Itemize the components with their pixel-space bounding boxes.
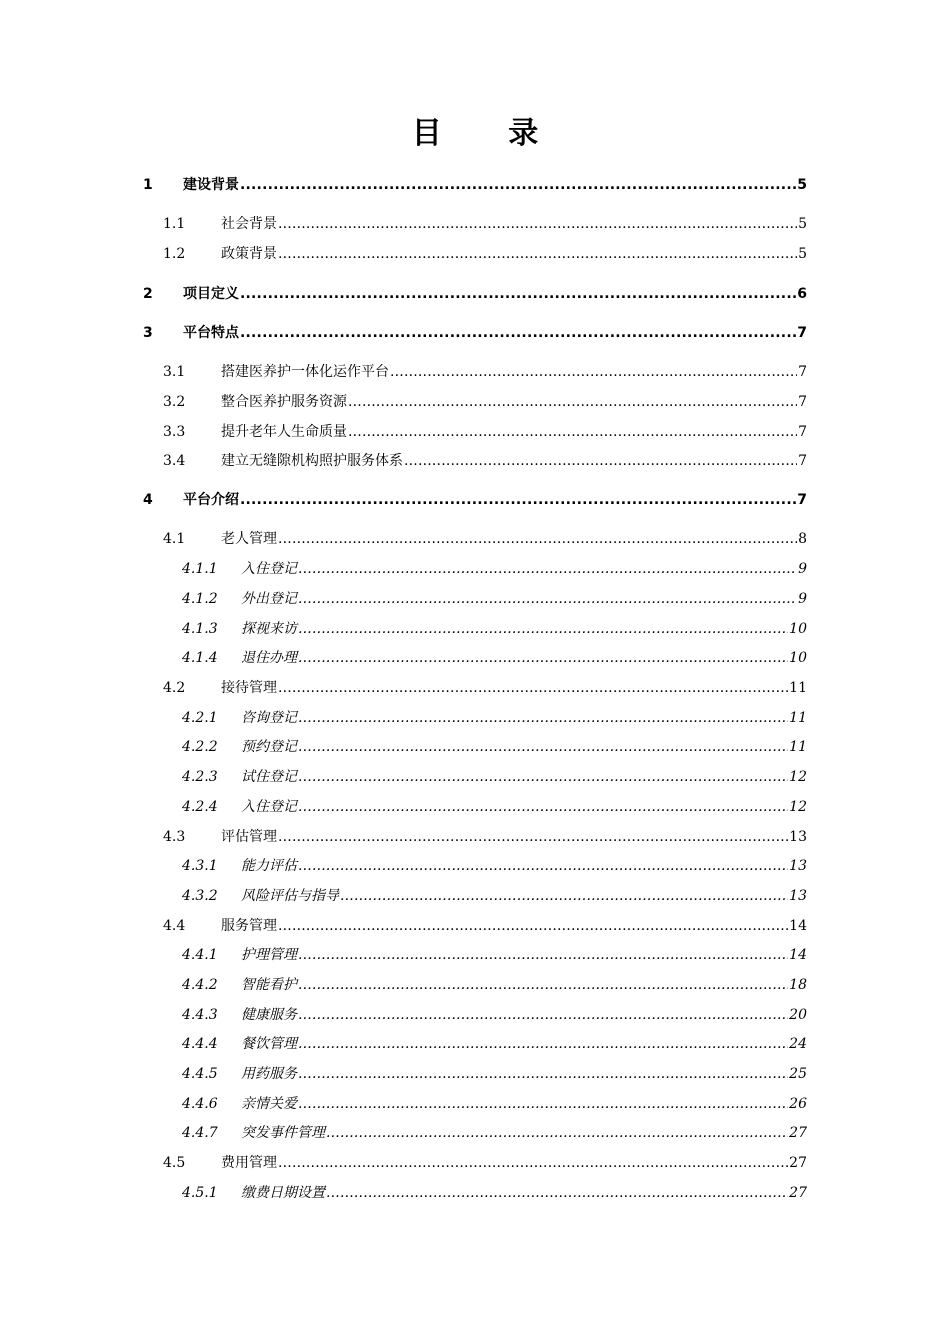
toc-entry-page-number: 13 — [789, 888, 807, 904]
toc-entry-level-3[interactable] — [182, 618, 807, 638]
toc-entry-title: 社会背景 — [221, 216, 277, 232]
toc-entry-page-number: 24 — [789, 1036, 807, 1052]
toc-entry-number: 4.2 — [163, 680, 186, 696]
toc-entry-title: 预约登记 — [241, 739, 297, 755]
toc-entry-number: 4.4.6 — [182, 1096, 218, 1112]
toc-dot-leader — [278, 918, 788, 934]
toc-entry-page-number: 7 — [798, 424, 807, 440]
toc-entry-page-number: 20 — [789, 1007, 807, 1023]
toc-entry-number: 3.2 — [163, 394, 186, 410]
toc-entry-number: 4.1.4 — [182, 650, 218, 666]
toc-entry-number: 4.1.1 — [182, 561, 218, 577]
toc-entry-number: 3.1 — [163, 364, 186, 380]
toc-entry-page-number: 5 — [797, 177, 807, 193]
toc-dot-leader — [298, 739, 788, 755]
toc-entry-title: 入住登记 — [241, 799, 297, 815]
toc-entry-level-3[interactable] — [182, 885, 807, 905]
toc-entry-level-3[interactable] — [182, 558, 807, 578]
toc-entry-title: 建立无缝隙机构照护服务体系 — [221, 453, 403, 469]
toc-entry-page-number: 27 — [789, 1185, 807, 1201]
toc-entry-number: 4.1.2 — [182, 591, 218, 607]
toc-entry-level-2[interactable] — [163, 243, 807, 263]
toc-dot-leader — [298, 858, 788, 874]
toc-entry-number: 4.2.3 — [182, 769, 218, 785]
toc-entry-page-number: 5 — [798, 216, 807, 232]
toc-entry-title: 建设背景 — [183, 177, 239, 193]
toc-entry-number: 4.4.3 — [182, 1007, 218, 1023]
toc-entry-level-1[interactable] — [143, 283, 807, 303]
toc-entry-level-3[interactable] — [182, 736, 807, 756]
toc-entry-page-number: 10 — [789, 650, 807, 666]
toc-entry-level-3[interactable] — [182, 855, 807, 875]
toc-entry-number: 2 — [143, 286, 153, 302]
toc-entry-page-number: 11 — [789, 680, 807, 696]
toc-entry-title: 缴费日期设置 — [241, 1185, 325, 1201]
toc-entry-level-2[interactable] — [163, 528, 807, 548]
toc-dot-leader — [278, 1155, 788, 1171]
toc-entry-page-number: 11 — [789, 739, 807, 755]
toc-dot-leader — [278, 246, 797, 262]
toc-entry-title: 外出登记 — [241, 591, 297, 607]
toc-entry-number: 3.3 — [163, 424, 186, 440]
toc-dot-leader — [298, 561, 797, 577]
toc-entry-level-3[interactable] — [182, 707, 807, 727]
toc-entry-title: 突发事件管理 — [241, 1125, 325, 1141]
toc-entry-level-3[interactable] — [182, 1122, 807, 1142]
toc-entry-number: 3 — [143, 325, 153, 341]
toc-dot-leader — [404, 453, 797, 469]
toc-entry-number: 4.5 — [163, 1155, 186, 1171]
toc-entry-page-number: 12 — [789, 799, 807, 815]
toc-entry-level-2[interactable] — [163, 1152, 807, 1172]
toc-entry-number: 4.4.4 — [182, 1036, 218, 1052]
toc-dot-leader — [240, 286, 796, 302]
toc-entry-level-3[interactable] — [182, 974, 807, 994]
toc-entry-page-number: 8 — [798, 531, 807, 547]
toc-entry-page-number: 27 — [789, 1155, 807, 1171]
toc-dot-leader — [298, 591, 797, 607]
toc-entry-title: 政策背景 — [221, 246, 277, 262]
toc-entry-level-3[interactable] — [182, 944, 807, 964]
toc-entry-title: 探视来访 — [241, 621, 297, 637]
toc-entry-level-3[interactable] — [182, 1033, 807, 1053]
toc-entry-level-2[interactable] — [163, 450, 807, 470]
toc-entry-page-number: 7 — [798, 453, 807, 469]
toc-entry-title: 评估管理 — [221, 829, 277, 845]
toc-entry-title: 退住办理 — [241, 650, 297, 666]
toc-entry-number: 4.2.1 — [182, 710, 218, 726]
toc-dot-leader — [240, 325, 796, 341]
toc-dot-leader — [298, 977, 788, 993]
toc-entry-title: 入住登记 — [241, 561, 297, 577]
toc-entry-page-number: 6 — [797, 286, 807, 302]
toc-entry-title: 护理管理 — [241, 947, 297, 963]
toc-entry-title: 费用管理 — [221, 1155, 277, 1171]
toc-entry-page-number: 9 — [798, 561, 807, 577]
toc-entry-page-number: 18 — [789, 977, 807, 993]
toc-entry-level-2[interactable] — [163, 361, 807, 381]
toc-entry-level-3[interactable] — [182, 766, 807, 786]
toc-entry-level-3[interactable] — [182, 1004, 807, 1024]
toc-entry-title: 整合医养护服务资源 — [221, 394, 347, 410]
toc-dot-leader — [240, 492, 796, 508]
toc-entry-title: 搭建医养护一体化运作平台 — [221, 364, 389, 380]
toc-dot-leader — [278, 680, 788, 696]
toc-entry-page-number: 10 — [789, 621, 807, 637]
toc-entry-number: 4.3.2 — [182, 888, 218, 904]
toc-entry-page-number: 7 — [797, 492, 807, 508]
toc-dot-leader — [298, 799, 788, 815]
toc-entry-title: 用药服务 — [241, 1066, 297, 1082]
toc-entry-page-number: 9 — [798, 591, 807, 607]
toc-entry-number: 1 — [143, 177, 153, 193]
toc-entry-page-number: 7 — [797, 325, 807, 341]
toc-entry-level-2[interactable] — [163, 915, 807, 935]
toc-entry-number: 4.4.1 — [182, 947, 218, 963]
toc-entry-title: 服务管理 — [221, 918, 277, 934]
toc-entry-number: 4.4 — [163, 918, 186, 934]
toc-entry-page-number: 25 — [789, 1066, 807, 1082]
toc-entry-level-3[interactable] — [182, 1093, 807, 1113]
toc-title: 目 录 — [411, 116, 567, 151]
toc-entry-page-number: 7 — [798, 394, 807, 410]
toc-entry-level-2[interactable] — [163, 391, 807, 411]
toc-dot-leader — [298, 1066, 788, 1082]
toc-entry-number: 4.1 — [163, 531, 186, 547]
toc-entry-page-number: 27 — [789, 1125, 807, 1141]
toc-entry-page-number: 26 — [789, 1096, 807, 1112]
toc-entry-level-2[interactable] — [163, 421, 807, 441]
toc-entry-title: 项目定义 — [183, 286, 239, 302]
toc-entry-level-3[interactable] — [182, 796, 807, 816]
toc-entry-level-3[interactable] — [182, 588, 807, 608]
toc-entry-page-number: 12 — [789, 769, 807, 785]
toc-entry-page-number: 13 — [789, 829, 807, 845]
toc-entry-page-number: 13 — [789, 858, 807, 874]
toc-entry-level-2[interactable] — [163, 677, 807, 697]
toc-entry-number: 4.2.4 — [182, 799, 218, 815]
toc-entry-page-number: 14 — [789, 918, 807, 934]
toc-dot-leader — [348, 394, 797, 410]
toc-entry-title: 能力评估 — [241, 858, 297, 874]
toc-dot-leader — [298, 769, 788, 785]
toc-entry-number: 4.1.3 — [182, 621, 218, 637]
toc-entry-page-number: 7 — [798, 364, 807, 380]
toc-entry-title: 老人管理 — [221, 531, 277, 547]
toc-dot-leader — [278, 829, 788, 845]
toc-dot-leader — [340, 888, 788, 904]
toc-entry-number: 3.4 — [163, 453, 186, 469]
toc-dot-leader — [278, 531, 797, 547]
toc-entry-level-3[interactable] — [182, 647, 807, 667]
toc-dot-leader — [326, 1125, 788, 1141]
toc-entry-number: 4 — [143, 492, 153, 508]
toc-entry-title: 接待管理 — [221, 680, 277, 696]
toc-entry-level-2[interactable] — [163, 826, 807, 846]
toc-entry-level-2[interactable] — [163, 213, 807, 233]
toc-entry-title: 试住登记 — [241, 769, 297, 785]
toc-dot-leader — [348, 424, 797, 440]
toc-dot-leader — [298, 650, 788, 666]
toc-dot-leader — [326, 1185, 788, 1201]
toc-dot-leader — [278, 216, 797, 232]
toc-entry-level-1[interactable] — [143, 489, 807, 509]
toc-entry-title: 提升老年人生命质量 — [221, 424, 347, 440]
toc-entry-number: 4.4.2 — [182, 977, 218, 993]
toc-entry-level-1[interactable] — [143, 322, 807, 342]
toc-dot-leader — [298, 621, 788, 637]
toc-entry-title: 平台介绍 — [183, 492, 239, 508]
toc-entry-title: 风险评估与指导 — [241, 888, 339, 904]
toc-dot-leader — [298, 947, 788, 963]
toc-entry-title: 咨询登记 — [241, 710, 297, 726]
toc-entry-number: 4.5.1 — [182, 1185, 218, 1201]
toc-dot-leader — [298, 1096, 788, 1112]
toc-entry-number: 1.1 — [163, 216, 186, 232]
toc-entry-number: 4.4.7 — [182, 1125, 218, 1141]
toc-entry-number: 4.4.5 — [182, 1066, 218, 1082]
toc-entry-page-number: 11 — [789, 710, 807, 726]
toc-entry-number: 4.3.1 — [182, 858, 218, 874]
toc-entry-title: 平台特点 — [183, 325, 239, 341]
toc-entry-page-number: 5 — [798, 246, 807, 262]
toc-entry-page-number: 14 — [789, 947, 807, 963]
toc-entry-title: 亲情关爱 — [241, 1096, 297, 1112]
toc-entry-title: 智能看护 — [241, 977, 297, 993]
toc-dot-leader — [298, 1007, 788, 1023]
toc-entry-level-3[interactable] — [182, 1063, 807, 1083]
toc-dot-leader — [390, 364, 797, 380]
toc-entry-level-1[interactable] — [143, 174, 807, 194]
toc-dot-leader — [240, 177, 796, 193]
toc-entry-number: 4.3 — [163, 829, 186, 845]
toc-entry-number: 4.2.2 — [182, 739, 218, 755]
toc-entry-title: 餐饮管理 — [241, 1036, 297, 1052]
toc-entry-number: 1.2 — [163, 246, 186, 262]
toc-dot-leader — [298, 1036, 788, 1052]
toc-dot-leader — [298, 710, 788, 726]
toc-entry-level-3[interactable] — [182, 1182, 807, 1202]
toc-entry-title: 健康服务 — [241, 1007, 297, 1023]
